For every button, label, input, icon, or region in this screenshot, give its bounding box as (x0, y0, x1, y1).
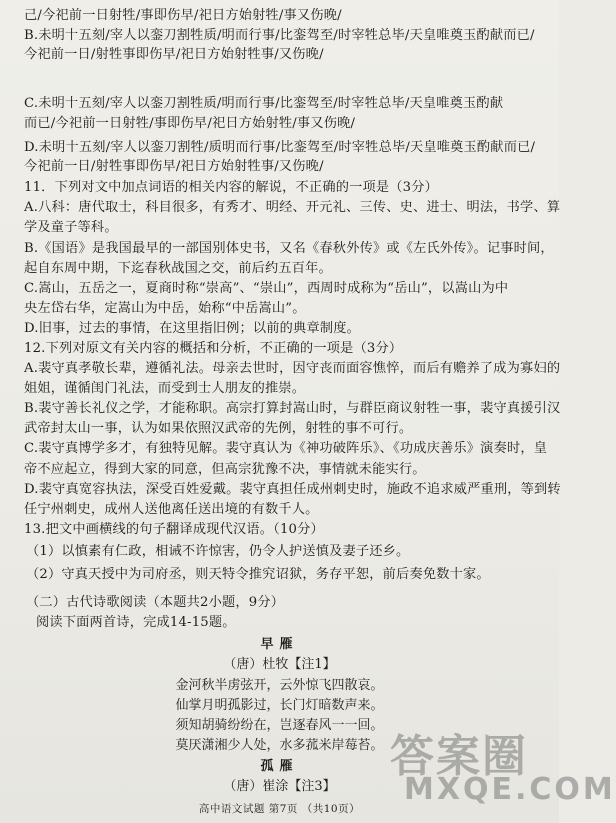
q13-sentence-1: （1）以慎素有仁政，相诫不许惊害，仍令人护送慎及妻子还乡。 (26, 544, 410, 559)
poem1-verse-1: 金河秋半虏弦开，云外惊飞四散哀。 (175, 678, 384, 693)
q12-option-c-line-1: C.裴守真博学多才，有独特见解。裴守真认为《神功破阵乐》、《功成庆善乐》演奏时，皇 (24, 441, 548, 456)
q11-option-d: D.旧事，过去的事情，在这里指旧例；以前的典章制度。 (24, 321, 360, 336)
q11-option-c-line-1: C.嵩山，五岳之一，夏商时称“崇高”、“崇山”，西周时成称为“岳山”，以嵩山为中 (24, 281, 509, 296)
q13-sentence-2: （2）守真天授中为司府丞，则天特令推究诏狱，务存平恕，前后奏免数十家。 (26, 567, 490, 582)
watermark-logo-text: 答案圈 (390, 731, 528, 782)
option-c-line-2: 而已/今祀前一日射牲/事即伤早/祀日方始射牲/事又伤晚/ (24, 116, 356, 131)
q12-option-c-line-2: 帝不应起立，得到大家的同意，但高宗犹豫不决，事情就未能实行。 (24, 462, 426, 477)
q11-option-a-line-2: 学及童子等科。 (24, 220, 118, 235)
question-12: 12.下列对原文有关内容的概括和分析，不正确的一项是（3分） (24, 341, 403, 356)
poem1-verse-3: 须知胡骑纷纷在，岂逐春风一一回。 (175, 718, 384, 733)
poem1-title: 早雁 (260, 637, 299, 652)
option-a-continuation: 己/今祀前一日射牲/事即伤早/祀日方始射牲/事又伤晚/ (24, 8, 342, 23)
watermark-domain: MXQE.COM (404, 772, 616, 807)
option-c-line-1: C.未明十五刻/宰人以銮刀割牲质/明而行事/比銮驾至/时宰牲总毕/天皇唯奠玉酌献 (24, 96, 504, 111)
option-d-line-2: 今祀前一日/射牲事即伤早/祀日方始射牲事/又伤晚/ (24, 159, 324, 174)
q12-option-d-line-1: D.裴守真宽容执法，深受百姓爱戴。裴守真担任成州刺史时，施政不追求威严重刑，等到转 (24, 482, 561, 497)
poem1-verse-4: 莫厌潇湘少人处，水多菰米岸莓苔。 (175, 738, 384, 753)
q12-option-a-line-2: 姐姐，谨循闺门礼法，而受到士人朋友的推崇。 (24, 381, 306, 396)
q11-option-b-line-2: 起自东周中期，下迄春秋战国之交，前后约五百年。 (24, 261, 332, 276)
poem2-title: 孤雁 (260, 759, 299, 774)
option-b-line-1: B.未明十五刻/宰人以銮刀割牲质/明而行事/比銮驾至/时宰牲总毕/天皇唯奠玉酌献而已/ (24, 28, 535, 43)
q11-option-b-line-1: B.《国语》是我国最早的一部国别体史书，又名《春秋外传》或《左氏外传》。记事时间， (24, 241, 554, 256)
q12-option-b-line-1: B.裴守善长礼仪之学，才能称职。高宗打算封嵩山时，与群臣商议射牲一事，裴守真援引汉 (24, 401, 561, 416)
site-watermark (386, 720, 616, 816)
question-13: 13.把文中画横线的句子翻译成现代汉语。（10分） (24, 522, 324, 537)
poetry-instruction: 阅读下面两首诗，完成14-15题。 (36, 615, 236, 630)
option-d-line-1: D.未明十五刻/宰人以銮刀割牲/质明而行事/比銮驾至/时宰牲总毕/天皇唯奠玉酌献而已/ (24, 140, 536, 155)
q12-option-d-line-2: 任宁州刺史，成州人送他离任送出境的有数千人。 (24, 502, 319, 517)
poem1-author: （唐）杜牧【注1】 (223, 657, 336, 672)
q12-option-a-line-1: A.裴守真孝敬长辈，遵循礼法。母亲去世时，因守丧而面容憔悴，而后有赡养了成为寡妇的 (24, 361, 561, 376)
option-b-line-2: 今祀前一日/射牲事即伤早/祀日方始射牲事/又伤晚/ (24, 47, 324, 62)
poem2-author: （唐）崔涂【注3】 (223, 779, 336, 794)
q11-option-a-line-1: A.八科：唐代取士，科目很多，有秀才、明经、开元礼、三传、史、进士、明法，书学、算 (24, 200, 561, 215)
poem1-verse-2: 仙掌月明孤影过，长门灯暗数声来。 (175, 698, 384, 713)
section-heading-poetry: （二）古代诗歌阅读（本题共2小题，9分） (26, 595, 285, 610)
q12-option-b-line-2: 武帝封太山一事，认为如果依照汉武帝的先例，射牲的事不可行。 (24, 421, 413, 436)
question-11: 11．下列对文中加点词语的相关内容的解说，不正确的一项是（3分） (24, 180, 439, 195)
q11-option-c-line-2: 央左岱右华，定嵩山为中岳，始称“中岳嵩山”。 (24, 301, 306, 316)
page-footer: 高中语文试题 第7页 （共10页） (198, 803, 361, 815)
